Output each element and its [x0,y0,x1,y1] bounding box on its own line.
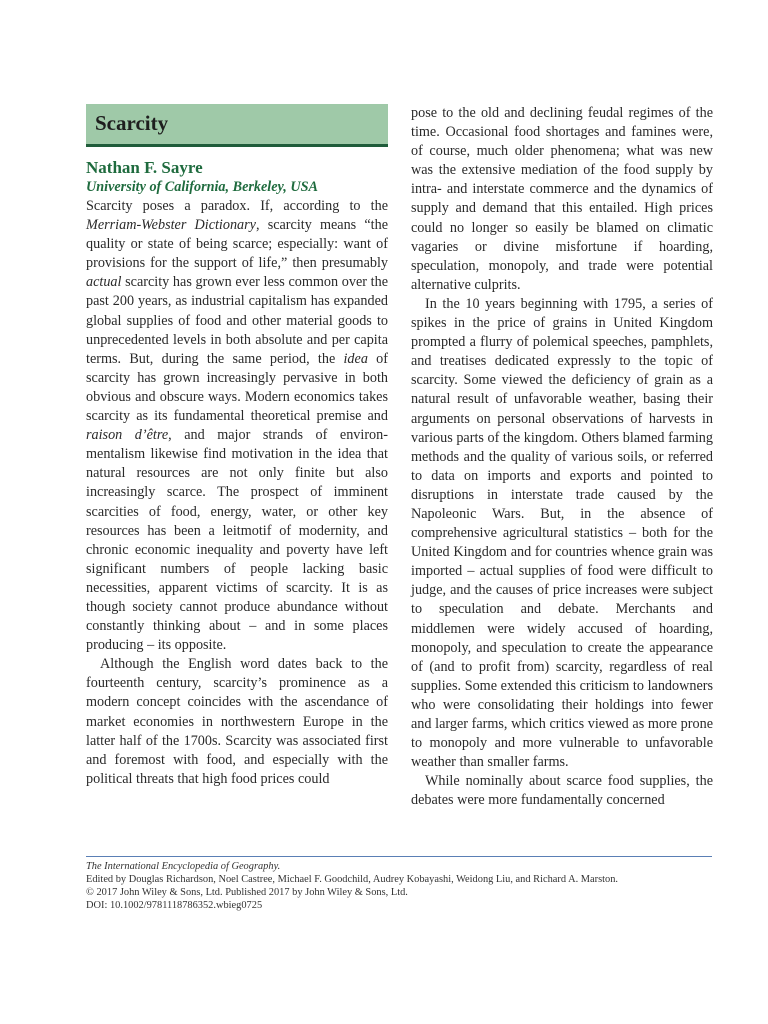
paragraph-3: pose to the old and declining feudal regimes of the time. Occasional food shortages and famines were, of course, much older phenomena; what was new was the extensive mediation of the food supply by intra- and interstate commerce and the dynamics of supply and demand that this entailed. High prices could no longer so easily be blamed on climatic vagaries or divine misfortune if hoarding, speculation, monopoly, and trade were potential alternative culprits. [411,105,713,293]
paragraph-1-text-c: scarcity has grown ever less common over the past 200 years, as industrial capitalism has expanded global supplies of food and other material goods to unprecedented levels in both absolute and per capita terms. But, during the same period, the [86,274,388,367]
paragraph-1 [86,197,388,655]
paragraph-5: While nominally about scarce food supplies, the debates were more fundamentally concerned [411,773,713,809]
article-title: Scarcity [95,111,169,136]
citation-footer [86,860,712,912]
title-banner [86,104,388,147]
copyright-line: © 2017 John Wiley & Sons, Ltd. Published 2017 by John Wiley & Sons, Ltd. [86,887,408,899]
paragraph-1-text-d: of scarcity has grown increasingly pervasive in both obvious and obscure ways. Modern economics takes scarcity as its fundamental theoretical premise and [86,350,388,425]
right-column [411,104,713,810]
doi-line: DOI: 10.1002/9781118786352.wbieg0725 [86,900,263,912]
paragraph-4: In the 10 years beginning with 1795, a series of spikes in the price of grains in United Kingdom prompted a flurry of polemical speeches, pamphlets, and treatises dedicated expressly to the topic of scarcity. Some viewed the deficiency of grain as a natural result of unfavorable weather, basing their arguments on personal observations of harvests in various parts of the kingdom. Others blamed farming methods and the quality of various soils, or referred to data on imports and exports and pointed to disruptions in interstate trade caused by the Napoleonic Wars. But, in the absence of comprehensive agricultural statistics – both for the United Kingdom and for countries whence grain was imported – actual supplies of food were difficult to judge, and the causes of price increases were subject to speculation and debate. Merchants and middlemen were widely accused of hoarding, monopoly, and speculation to create the appearance of (and to profit from) scarcity, regardless of real supplies. Some extended this criticism to landowners who were consolidating their holdings into fewer and larger farms, which critics viewed as more prone to monopoly and more vulnerable to unfavorable weather than smaller farms. [411,295,713,771]
author-affiliation: University of California, Berkeley, USA [86,179,318,195]
emphasis-actual: actual [86,274,122,291]
left-column [86,104,388,789]
emphasis-idea: idea [343,350,368,367]
author-name: Nathan F. Sayre [86,158,203,177]
paragraph-2: Although the English word dates back to the fourteenth century, scarcity’s prominence as a modern concept coincides with the ascendance of market economies in northwestern Europe in the latter half of the 1700s. Scarcity was associated first and foremost with food, and especially with the political threats that high food prices could [86,656,388,787]
emphasis-raison-detre: raison d’être [86,427,169,444]
editors-line: Edited by Douglas Richardson, Noel Castree, Michael F. Goodchild, Audrey Kobayashi, Weidong Liu, and Richard A. Marston. [86,874,619,886]
encyclopedia-source: The International Encyclopedia of Geography. [86,861,281,872]
footer-divider [86,856,712,857]
paragraph-1-text-b: , scarcity means “the quality or state of being scarce; especially: want of provisions for the support of life,” then presumably [86,217,388,272]
paragraph-1-text-a: Scarcity poses a paradox. If, according to the [86,198,388,214]
dictionary-title: Merriam-Webster Dictionary [86,217,256,234]
paragraph-1-text-e: , and major strands of environmentalism likewise find motivation in the idea that natural resources are not only finite but also increasingly scarce. The prospect of imminent scarcities of food, energy, water, or other key resources has been a leitmotif of modernity, and chronic economic inequality and poverty have left significant numbers of people lacking basic necessities, apparent victims of scarcity. It is as though society cannot produce abundance without constantly thinking about – and in some places producing – its opposite. [86,427,388,654]
